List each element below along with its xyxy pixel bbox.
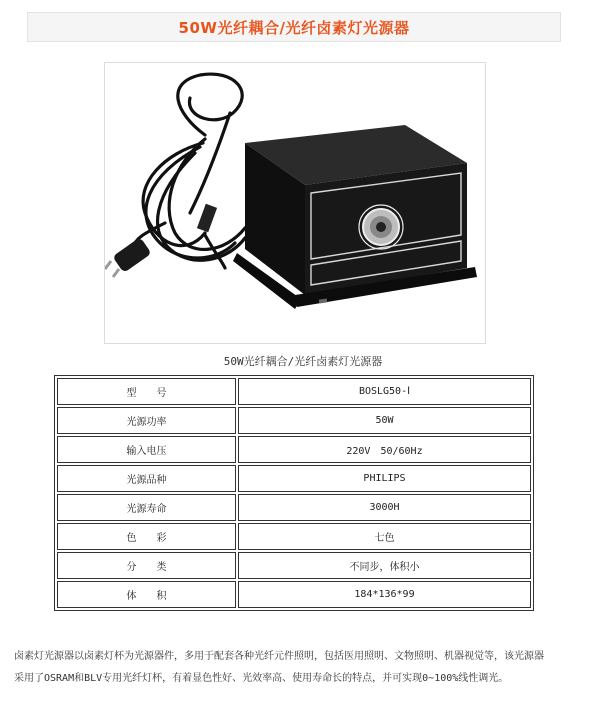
spec-value: 不同步，体积小: [238, 552, 531, 579]
spec-row: [57, 465, 531, 492]
spec-row: [57, 378, 531, 405]
spec-value: 3000H: [238, 494, 531, 521]
spec-key: 体 积: [57, 581, 236, 608]
light-source-device-illustration: [105, 63, 485, 343]
spec-key: 光源功率: [57, 407, 236, 434]
spec-row: [57, 523, 531, 550]
spec-value: PHILIPS: [238, 465, 531, 492]
spec-key: 型 号: [57, 378, 236, 405]
description-line: 采用了OSRAM和BLV专用光纤灯杯，有着显色性好、光效率高、使用寿命长的特点，并可实现0~100%线性调光。: [14, 673, 509, 684]
spec-row: [57, 552, 531, 579]
product-image: [104, 62, 486, 344]
spec-key: 色 彩: [57, 523, 236, 550]
spec-value: 184*136*99: [238, 581, 531, 608]
product-description: [14, 646, 594, 690]
spec-key: 分 类: [57, 552, 236, 579]
page-title-bar: [27, 12, 561, 42]
spec-row: [57, 494, 531, 521]
spec-value: 220V 50/60Hz: [238, 436, 531, 463]
spec-value: 七色: [238, 523, 531, 550]
description-line: 卤素灯光源器以卤素灯杯为光源器件，多用于配套各种光纤元件照明，包括医用照明、文物照明、机器视觉等，该光源器: [14, 651, 544, 662]
spec-row: [57, 436, 531, 463]
spec-value: 50W: [238, 407, 531, 434]
spec-key: 光源品种: [57, 465, 236, 492]
spec-key: 输入电压: [57, 436, 236, 463]
page-title: 50W光纤耦合/光纤卤素灯光源器: [178, 18, 410, 37]
image-caption: 50W光纤耦合/光纤卤素灯光源器: [223, 355, 383, 368]
spec-value: BOSLG50-Ⅰ: [238, 378, 531, 405]
spec-key: 光源寿命: [57, 494, 236, 521]
spec-table: [54, 375, 534, 611]
spec-row: [57, 581, 531, 608]
spec-row: [57, 407, 531, 434]
